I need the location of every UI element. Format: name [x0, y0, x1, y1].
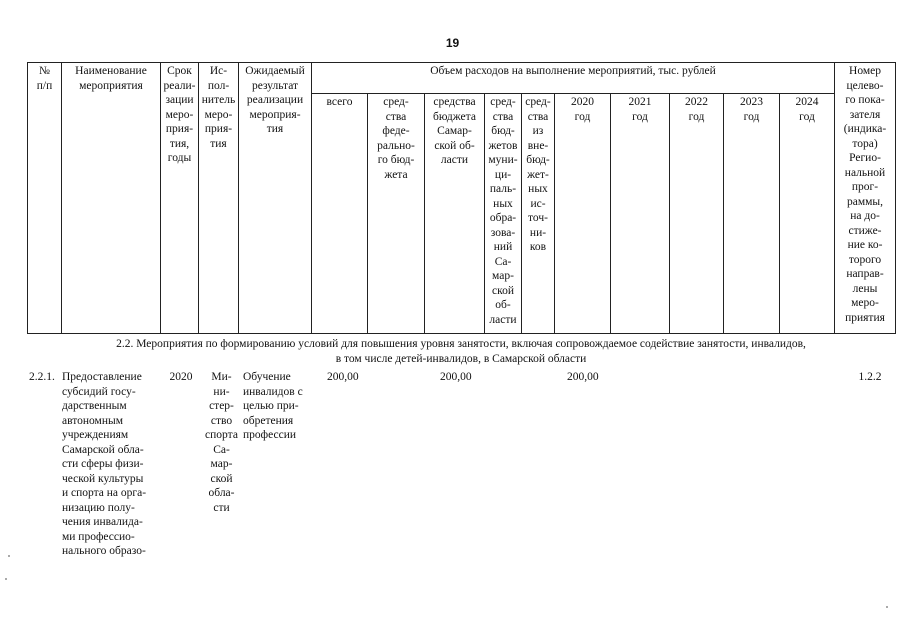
header-extra-line: вне- — [527, 139, 549, 152]
header-municipal-line: ласти — [489, 313, 517, 326]
header-year-2022 — [670, 94, 724, 334]
header-regional-line: ской об- — [434, 139, 475, 152]
header-extra-line: точ- — [528, 212, 548, 224]
header-regional-line: средства — [433, 96, 476, 108]
header-municipal-line: паль- — [489, 183, 517, 195]
row-name-line: нального образо- — [62, 545, 146, 557]
row-period: 2020 — [169, 371, 193, 383]
header-indicator-line: (индика- — [843, 123, 887, 135]
header-executor-line: тия — [210, 137, 227, 150]
header-indicator-line: целево- — [846, 79, 884, 92]
header-year-line: год — [688, 110, 705, 123]
header-indicator-line: лены — [852, 282, 878, 295]
header-extra-line: сред- — [525, 96, 551, 108]
header-num — [28, 63, 62, 334]
header-name — [62, 63, 161, 334]
header-executor-line: меро- — [204, 108, 233, 121]
header-indicator-line: тора) — [852, 137, 878, 150]
header-federal-line: ства — [385, 110, 407, 123]
row-year-2020: 200,00 — [567, 371, 599, 383]
header-extra-line: из — [532, 125, 544, 137]
scan-speck — [8, 555, 10, 557]
row-result-line: инвалидов с — [243, 385, 303, 398]
header-municipal-line: жетов — [488, 139, 518, 152]
header-federal-line: сред- — [383, 96, 409, 108]
header-result — [239, 63, 312, 334]
page-number: 19 — [445, 36, 460, 50]
header-year-line: год — [574, 110, 591, 123]
row-executor-line: ни- — [213, 385, 230, 398]
header-year-2020 — [555, 94, 611, 334]
row-result-line: обретения — [243, 414, 294, 427]
row-executor-line: ство — [210, 414, 233, 427]
header-federal-line: феде- — [382, 125, 410, 137]
row-name-line: ческой культуры — [62, 472, 144, 485]
row-result-line: целью при- — [243, 400, 299, 412]
header-num-line: п/п — [36, 79, 53, 92]
row-name-line: чения инвалида- — [62, 516, 143, 528]
header-municipal-line: ци- — [494, 168, 512, 181]
header-extra-line: ства — [527, 110, 549, 123]
scan-speck — [886, 606, 888, 608]
row-executor-line: сти — [213, 501, 230, 514]
row-executor-line: Са- — [213, 443, 230, 456]
header-federal-line: жета — [384, 168, 408, 181]
header-executor — [199, 63, 239, 334]
header-period-line: зации — [165, 94, 194, 106]
header-num-line: № — [39, 65, 50, 77]
header-period-line: годы — [167, 152, 192, 164]
row-name-line: и спорта на орга- — [62, 487, 147, 499]
header-indicator-line: направ- — [846, 268, 884, 280]
header-extra — [522, 94, 555, 334]
header-year-line: 2023 — [740, 96, 763, 108]
header-expenses-title: Объем расходов на выполнение мероприятий, тыс. рублей — [312, 63, 835, 94]
header-municipal-line: обра- — [489, 212, 517, 224]
header-extra-line: ков — [529, 241, 547, 253]
row-executor-line: ской — [210, 472, 233, 485]
header-year-line: 2024 — [795, 96, 819, 108]
header-year-2024 — [780, 94, 835, 334]
header-period-line: прия- — [165, 123, 194, 135]
expenses-table-header — [27, 62, 896, 334]
scan-speck — [5, 578, 7, 580]
row-name-line: сти сферы физи- — [62, 458, 144, 470]
row-result — [243, 370, 315, 443]
header-result-line: реализации — [246, 94, 304, 106]
row-name-line: учреждениям — [62, 429, 129, 441]
header-year-line: 2020 — [571, 96, 594, 108]
header-indicator-line: Номер — [849, 65, 881, 77]
header-period-line: меро- — [165, 108, 194, 121]
header-municipal-line: зова- — [490, 226, 516, 239]
header-indicator-line: ние ко- — [847, 239, 883, 251]
row-result-line: Обучение — [243, 371, 291, 383]
header-indicator-line: зателя — [849, 108, 881, 121]
header-municipal-line: муни- — [488, 154, 518, 166]
header-executor-line: пол- — [207, 79, 230, 92]
header-municipal-line: ской — [491, 284, 514, 297]
header-executor-line: нитель — [201, 94, 236, 106]
header-indicator-line: нальной — [844, 166, 886, 179]
header-total — [312, 94, 368, 334]
row-name-line: Предоставление — [62, 371, 142, 383]
row-executor-line: Ми- — [211, 371, 232, 383]
row-name-line: автономным — [62, 414, 123, 427]
header-federal — [368, 94, 425, 334]
header-year-2023 — [724, 94, 780, 334]
row-regional: 200,00 — [440, 371, 472, 383]
header-municipal-line: мар- — [492, 270, 514, 282]
header-regional-line: бюджета — [433, 110, 476, 123]
row-name-line: ми профессио- — [62, 530, 135, 543]
header-municipal — [485, 94, 522, 334]
header-municipal-line: сред- — [490, 96, 516, 108]
header-regional — [425, 94, 485, 334]
row-name — [62, 370, 160, 559]
header-period-line: реали- — [163, 79, 196, 92]
header-regional-line: Самар- — [437, 125, 472, 137]
header-extra-line: ных — [528, 183, 548, 195]
header-indicator-line: меро- — [851, 297, 879, 309]
header-indicator-line: прог- — [851, 181, 879, 193]
header-extra-line: ни- — [529, 226, 547, 239]
row-executor-line: обла- — [208, 487, 235, 499]
section-title-line: 2.2. Мероприятия по формированию условий для повышения уровня занятости, включая сопровождаемое содействие занятости, инвалидов, — [116, 338, 806, 350]
header-indicator — [835, 63, 896, 334]
row-total: 200,00 — [327, 371, 359, 383]
row-executor — [201, 370, 242, 515]
header-extra-line: жет- — [527, 168, 549, 181]
header-result-line: Ожидаемый — [245, 65, 305, 77]
header-name-line: мероприятия — [79, 79, 143, 92]
header-municipal-line: бюд- — [491, 125, 515, 137]
row-name-line: дарственным — [62, 400, 127, 412]
header-result-line: результат — [251, 79, 299, 92]
header-period — [161, 63, 199, 334]
header-total-line: всего — [326, 96, 353, 108]
header-extra-line: ис- — [530, 197, 546, 210]
header-year-line: год — [799, 110, 815, 123]
header-federal-line: рально- — [377, 139, 415, 152]
header-year-line: год — [743, 110, 760, 123]
header-municipal-line: об- — [495, 299, 511, 311]
section-title — [27, 337, 895, 366]
header-municipal-line: ний — [493, 241, 513, 253]
header-municipal-line: Са- — [494, 255, 512, 268]
row-result-line: профессии — [243, 429, 297, 441]
header-indicator-line: Регио- — [849, 152, 881, 164]
header-executor-line: прия- — [204, 123, 233, 135]
header-period-line: Срок — [167, 65, 192, 77]
row-executor-line: спорта — [205, 429, 238, 441]
row-indicator: 1.2.2 — [858, 371, 882, 383]
section-title-line: в том числе детей-инвалидов, в Самарской области — [335, 352, 587, 365]
header-municipal-line: ства — [492, 110, 514, 123]
header-federal-line: го бюд- — [377, 154, 415, 166]
header-indicator-line: раммы, — [846, 195, 883, 208]
header-year-2021 — [611, 94, 670, 334]
header-name-line: Наименование — [75, 65, 147, 77]
row-executor-line: мар- — [210, 458, 233, 470]
header-result-line: тия — [266, 123, 284, 135]
header-year-line: 2021 — [628, 96, 652, 108]
header-indicator-line: торого — [848, 253, 882, 266]
row-name-line: субсидий госу- — [62, 385, 136, 398]
header-year-line: год — [632, 110, 648, 123]
header-indicator-line: го пока- — [845, 94, 885, 106]
row-name-line: низацию полу- — [62, 501, 135, 514]
header-result-line: мероприя- — [249, 108, 301, 121]
header-municipal-line: ных — [493, 197, 513, 210]
row-executor-line: стер- — [209, 400, 234, 412]
header-executor-line: Ис- — [209, 65, 228, 77]
header-extra-line: бюд- — [526, 154, 550, 166]
header-indicator-line: приятия — [845, 311, 885, 324]
row-name-line: Самарской обла- — [62, 443, 144, 456]
row-number: 2.2.1. — [29, 371, 55, 383]
header-indicator-line: на до- — [850, 210, 880, 222]
header-regional-line: ласти — [440, 154, 469, 166]
header-period-line: тия, — [169, 137, 190, 150]
header-indicator-line: стиже- — [848, 224, 882, 237]
header-year-line: 2022 — [685, 96, 708, 108]
